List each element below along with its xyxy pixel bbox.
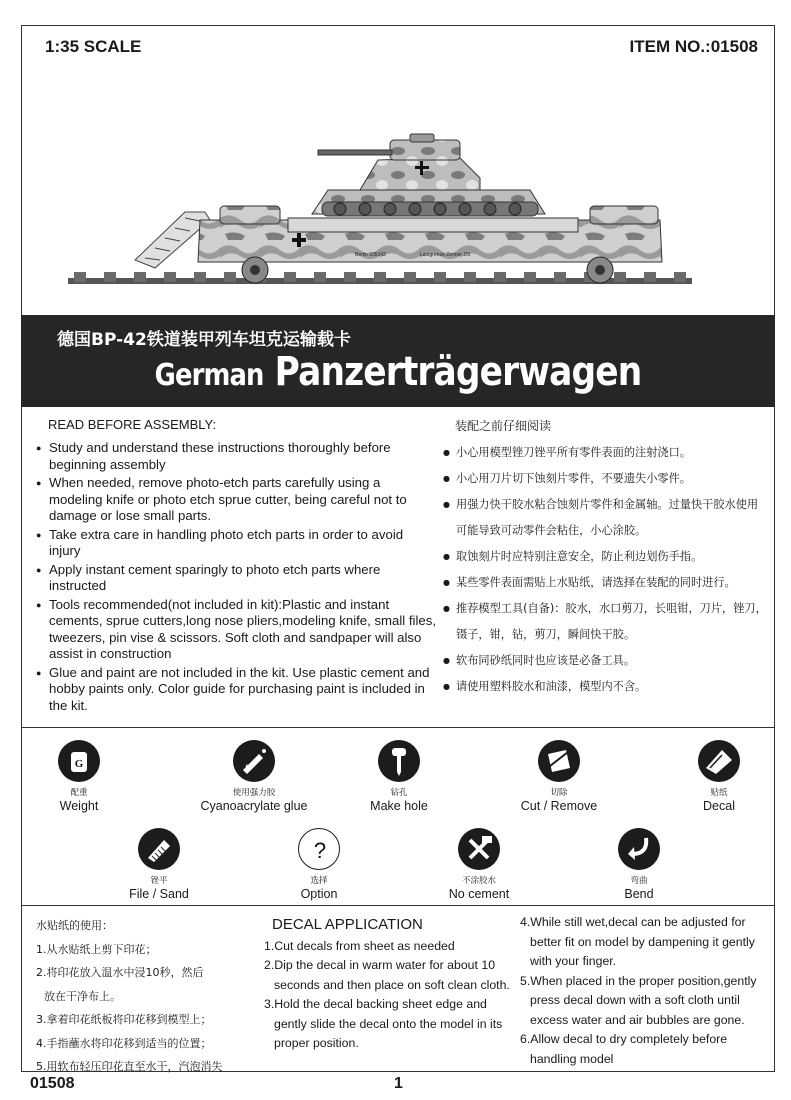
legend-weight bbox=[14, 740, 144, 813]
list-item: ● Take extra care in handling photo etch parts in order to avoid injury bbox=[36, 527, 436, 560]
car-plate-2: Lastgrenze Zenner 25t bbox=[420, 252, 471, 258]
legend-file bbox=[94, 828, 224, 901]
decal-cn-line: 3.拿着印花纸板将印花移到模型上； bbox=[36, 1013, 212, 1026]
list-item: ● Apply instant cement sparingly to photo etch parts where instructed bbox=[36, 562, 436, 595]
page-number: 1 bbox=[394, 1075, 403, 1092]
panzertragerwagen-illustration bbox=[60, 120, 700, 315]
decal-title: DECAL APPLICATION bbox=[272, 916, 423, 933]
legend-file-cn: 锉平 bbox=[150, 876, 168, 886]
file-icon bbox=[138, 828, 180, 870]
footer-item-number: 01508 bbox=[30, 1075, 75, 1092]
title-panzertragerwagen: Panzerträgerwagen bbox=[274, 349, 642, 395]
decal-step: 5.When placed in the proper position,gently press decal down with a soft cloth until excess water and air bubbles are gone. bbox=[520, 973, 757, 1027]
legend-weight-en: Weight bbox=[59, 799, 99, 813]
legend-no-cement-cn: 不涂胶水 bbox=[461, 876, 496, 886]
decal-instructions-en-cont bbox=[520, 913, 770, 1069]
read-before-title: READ BEFORE ASSEMBLY: bbox=[48, 417, 217, 432]
legend-option-cn: 选择 bbox=[310, 876, 328, 886]
list-item: ● 请使用塑料胶水和油漆，模型内不含。 bbox=[443, 674, 768, 700]
decal-step: 3.Hold the decal backing sheet edge and gently slide the decal onto the model in its proper position. bbox=[264, 997, 503, 1050]
bend-icon bbox=[618, 828, 660, 870]
legend-option-en: Option bbox=[300, 887, 338, 901]
list-item: ● 小心用模型锉刀锉平所有零件表面的注射浇口。 bbox=[443, 440, 768, 466]
svg-text:?: ? bbox=[313, 838, 327, 863]
read-before-cn-list bbox=[443, 440, 768, 700]
title-german: German bbox=[154, 358, 264, 393]
glue-icon bbox=[233, 740, 275, 782]
legend-hole-en: Make hole bbox=[370, 799, 428, 813]
weight-icon bbox=[58, 740, 100, 782]
legend-weight-cn: 配重 bbox=[70, 788, 88, 798]
decal-step: 6.Allow decal to dry completely before handling model bbox=[520, 1032, 728, 1066]
decal-cn-title: 水贴纸的使用： bbox=[36, 919, 113, 932]
decal-icon bbox=[698, 740, 740, 782]
legend-bend bbox=[574, 828, 704, 901]
legend-cut-cn: 切除 bbox=[550, 788, 568, 798]
car-plate-1: Berlin 935142 bbox=[355, 252, 386, 258]
list-item: ● 用强力快干胶水粘合蚀刻片零件和金属轴。过量快干胶水使用可能导致可动零件会粘住，小心涂胶。 bbox=[443, 492, 768, 544]
legend-decal-en: Decal bbox=[703, 799, 735, 813]
legend-cut bbox=[494, 740, 624, 813]
decal-instructions-en bbox=[264, 915, 516, 1054]
chinese-title: 德国BP-42铁道装甲列车坦克运输载卡 bbox=[57, 330, 351, 350]
no-cement-icon bbox=[458, 828, 500, 870]
item-number: ITEM NO.:01508 bbox=[629, 37, 758, 56]
list-item: ● 某些零件表面需贴上水贴纸，请选择在装配的同时进行。 bbox=[443, 570, 768, 596]
svg-text:G: G bbox=[74, 758, 84, 770]
list-item: ● 推荐模型工具(自备)：胶水，水口剪刀，长咀钳，刀片，锉刀，镊子，钳，钻，剪刀，瞬间快干胶。 bbox=[443, 596, 768, 648]
list-item: ● 取蚀刻片时应特别注意安全，防止利边划伤手指。 bbox=[443, 544, 768, 570]
divider-top bbox=[21, 727, 775, 728]
divider-bottom bbox=[21, 905, 775, 906]
question-icon bbox=[298, 828, 340, 870]
product-title bbox=[74, 349, 722, 395]
legend-glue-cn: 使用强力胶 bbox=[232, 788, 276, 798]
cut-icon bbox=[538, 740, 580, 782]
title-band bbox=[21, 315, 775, 407]
decal-cn-line: 放在干净布上。 bbox=[44, 989, 121, 1003]
decal-step: 2.Dip the decal in warm water for about 10 seconds and then place on soft clean cloth. bbox=[264, 958, 510, 992]
legend-decal-cn: 贴纸 bbox=[710, 788, 728, 798]
legend-glue-en: Cyanoacrylate glue bbox=[200, 799, 308, 813]
legend-bend-en: Bend bbox=[624, 887, 654, 901]
drill-icon bbox=[378, 740, 420, 782]
read-before-cn-title: 装配之前仔细阅读 bbox=[455, 419, 552, 433]
decal-step: 1.Cut decals from sheet as needed bbox=[264, 938, 455, 953]
decal-cn-line: 1.从水贴纸上剪下印花； bbox=[36, 942, 157, 956]
list-item: ● Tools recommended(not included in kit):Plastic and instant cements, sprue cutters,long nose pliers,modeling knife, small files, tweezers, pin vise & scissors. Soft cloth and sandpaper will also assist in construction bbox=[36, 597, 436, 663]
decal-step: 4.While still wet,decal can be adjusted for better fit on model by dampening it gently with your finger. bbox=[520, 915, 755, 968]
legend-glue bbox=[189, 740, 319, 813]
legend-hole-cn: 钻孔 bbox=[390, 788, 408, 798]
legend-file-en: File / Sand bbox=[129, 887, 189, 901]
legend-no-cement bbox=[414, 828, 544, 901]
legend-hole bbox=[334, 740, 464, 813]
legend-bend-cn: 弯曲 bbox=[630, 876, 648, 886]
tank bbox=[312, 134, 545, 216]
list-item: ● 软布同砂纸同时也应该是必备工具。 bbox=[443, 648, 768, 674]
list-item: ● Glue and paint are not included in the kit. Use plastic cement and hobby paints only. Color guide for purchasing paint is included in the kit. bbox=[36, 665, 436, 715]
legend-cut-en: Cut / Remove bbox=[520, 799, 598, 813]
decal-cn-line: 2.将印花放入温水中浸10秒，然后 bbox=[36, 966, 204, 979]
read-before-list bbox=[36, 440, 436, 716]
list-item: ● Study and understand these instructions thoroughly before beginning assembly bbox=[36, 440, 436, 473]
decal-instructions-cn bbox=[36, 914, 266, 1079]
decal-cn-line: 5.用软布轻压印花直至水干，汽泡消失 bbox=[36, 1060, 223, 1073]
legend-no-cement-en: No cement bbox=[448, 887, 510, 901]
scale-label: 1:35 SCALE bbox=[45, 37, 142, 56]
list-item: ● 小心用刀片切下蚀刻片零件，不要遗失小零件。 bbox=[443, 466, 768, 492]
legend-option bbox=[254, 828, 384, 901]
list-item: ● When needed, remove photo-etch parts carefully using a modeling knife or photo etch sprue cutter, being careful not to damage or lose small parts. bbox=[36, 475, 436, 525]
legend-decal bbox=[654, 740, 784, 813]
decal-cn-line: 4.手指蘸水将印花移到适当的位置； bbox=[36, 1036, 212, 1050]
